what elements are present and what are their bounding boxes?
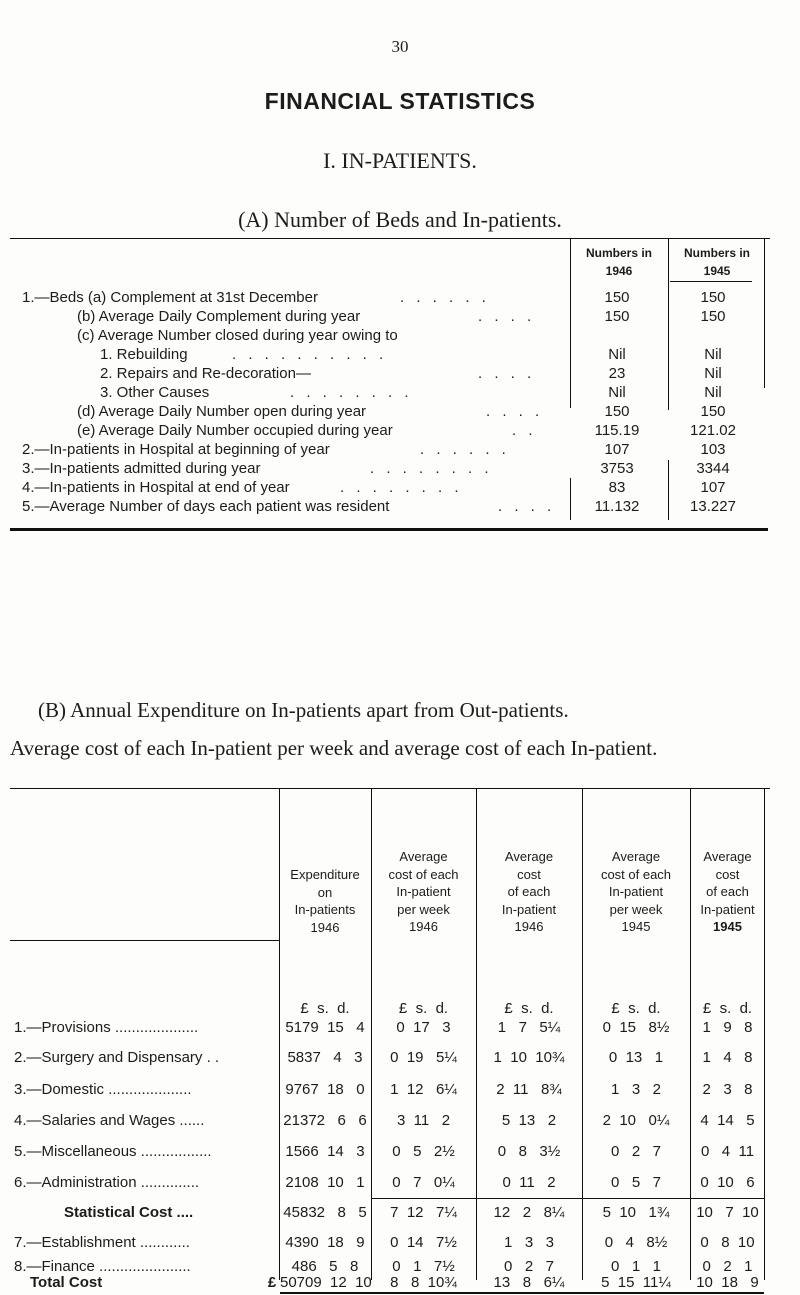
table-row: 3.—Domestic .................... 9767 18 0 1 12 6¼ 2 11 8¾ 1 3 2 2 3 8 xyxy=(14,1081,753,1098)
table-row: 6.—Administration .............. 2108 10 1 0 7 0¼ 0 11 2 0 5 7 0 10 6 xyxy=(14,1174,755,1191)
table-row: (d) Average Daily Number open during year . . . . 150 150 xyxy=(77,403,726,420)
table-row: 4.—Salaries and Wages ...... 21372 6 6 3 11 2 5 13 2 2 10 0¼ 4 14 5 xyxy=(14,1112,755,1129)
part-a-heading: (A) Number of Beds and In-patients. xyxy=(238,207,562,232)
table-row: (e) Average Daily Number occupied during year . . 115.19 121.02 xyxy=(77,422,736,439)
table-row: 3.—In-patients admitted during year . . . . . . . . 3753 3344 xyxy=(22,460,730,477)
header-expenditure: Expenditure on In-patients 1946 xyxy=(290,867,360,935)
currency-header-row: £ s. d. £ s. d. £ s. d. £ s. d. £ s. d. xyxy=(300,1000,753,1017)
table-row: 5.—Miscellaneous ................. 1566 14 3 0 5 2½ 0 8 3½ 0 2 7 0 4 11 xyxy=(14,1143,755,1160)
table-row: 1.—Provisions .................... 5179 15 4 0 17 3 1 7 5¼ 0 15 8½ 1 9 8 xyxy=(14,1019,753,1036)
header-avg-week-1945: Average cost of each In-patient per week 1945 xyxy=(600,849,672,934)
table-row: (b) Average Daily Complement during year . . . . 150 150 xyxy=(77,308,726,325)
table-row: 1.—Beds (a) Complement at 31st December . . . . . . 150 150 xyxy=(22,289,726,306)
header-avg-1946: Average cost of each In-patient 1946 xyxy=(501,849,557,934)
section-heading: I. IN-PATIENTS. xyxy=(323,148,477,173)
table-row: (c) Average Number closed during year owing to xyxy=(77,327,398,344)
table-row: 7.—Establishment ............ 4390 18 9 0 14 7½ 1 3 3 0 4 8½ 0 8 10 xyxy=(14,1234,755,1251)
part-b-subheading: Average cost of each In-patient per week and average cost of each In-patient. xyxy=(10,736,658,760)
table-row: 2. Repairs and Re-decoration— . . . . 23 Nil xyxy=(100,365,722,382)
table-row: 2.—Surgery and Dispensary . . 5837 4 3 0 19 5¼ 1 10 10¾ 0 13 1 1 4 8 xyxy=(14,1049,753,1066)
col-header-1946: Numbers in 1946 xyxy=(585,246,652,278)
table-row: 3. Other Causes . . . . . . . . Nil Nil xyxy=(100,384,722,401)
header-avg-1945: Average cost of each In-patient 1945 xyxy=(700,849,755,934)
page-number: 30 xyxy=(391,37,409,56)
table-row: 2.—In-patients in Hospital at beginning of year . . . . . . 107 103 xyxy=(22,441,726,458)
header-avg-week-1946: Average cost of each In-patient per week 1946 xyxy=(388,849,459,934)
table-row: 1. Rebuilding . . . . . . . . . . Nil Nil xyxy=(100,346,722,363)
part-b-heading: (B) Annual Expenditure on In-patients apart from Out-patients. xyxy=(38,698,569,722)
table-row-statistical-cost: Statistical Cost .... 45832 8 5 7 12 7¼ 12 2 8¼ 5 10 1¾ 10 7 10 xyxy=(64,1204,759,1221)
table-row-total-cost: Total Cost £ 50709 12 10 8 8 10¾ 13 8 6¼ 5 15 11¼ 10 18 9 xyxy=(30,1274,759,1291)
table-row: 8.—Finance ...................... 486 5 8 0 1 7½ 0 2 7 0 1 1 0 2 1 xyxy=(14,1258,753,1275)
table-row: 5.—Average Number of days each patient was resident . . . . 11.132 13.227 xyxy=(22,498,736,515)
page-title: FINANCIAL STATISTICS xyxy=(264,88,536,114)
col-header-1945: Numbers in 1945 xyxy=(683,246,750,278)
table-row: 4.—In-patients in Hospital at end of year . . . . . . . . 83 107 xyxy=(22,479,726,496)
